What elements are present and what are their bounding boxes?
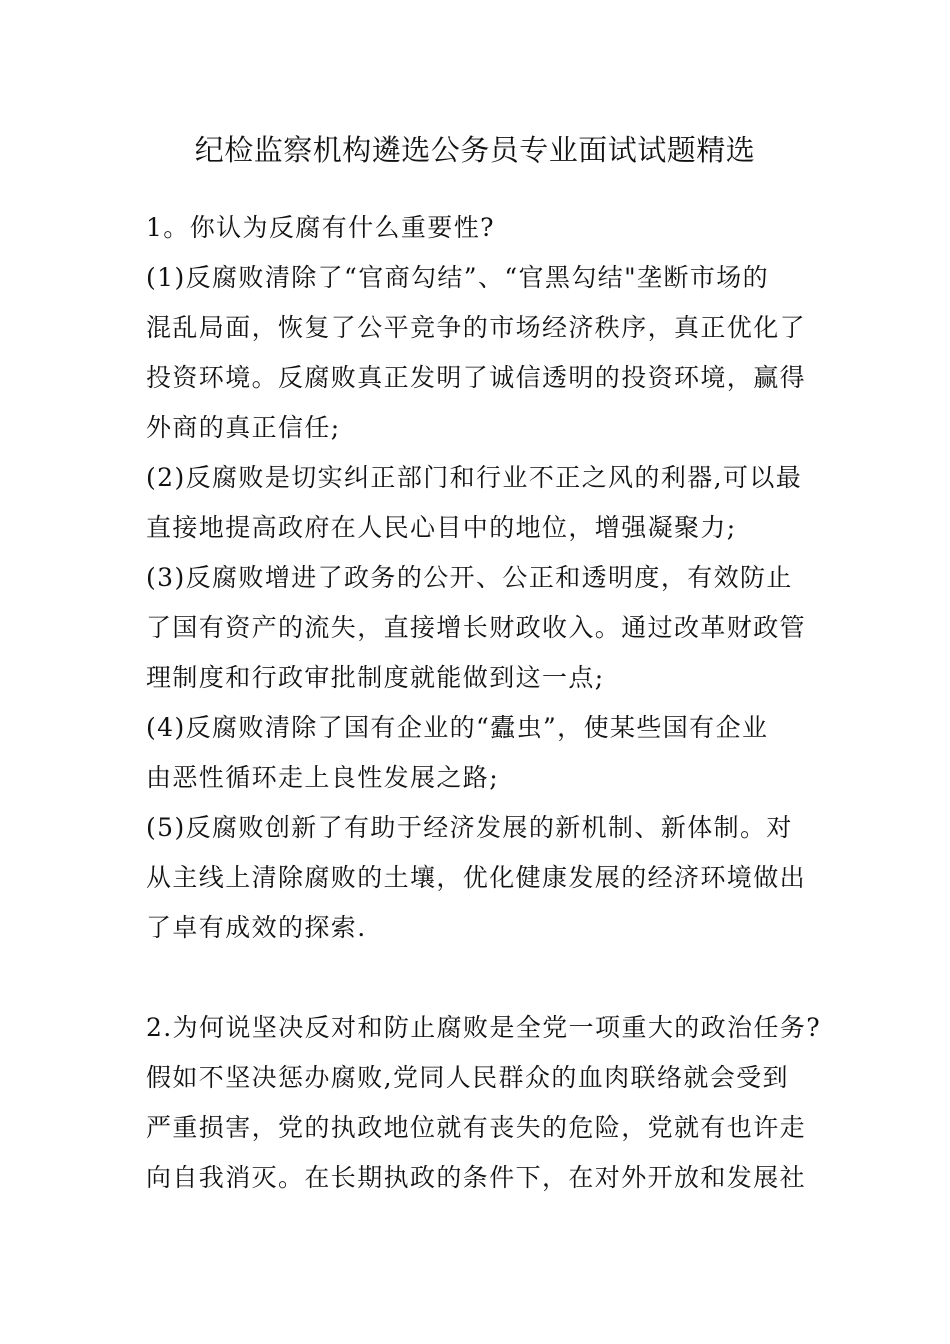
- answer-line: 外商的真正信任;: [146, 413, 341, 442]
- answer-line: 向自我消灭。在长期执政的条件下，在对外开放和发展社: [146, 1163, 807, 1192]
- answer-line: 从主线上清除腐败的土壤，优化健康发展的经济环境做出: [146, 863, 807, 892]
- answer-line: (3)反腐败增进了政务的公开、公正和透明度，有效防止: [146, 563, 793, 592]
- answer-line: 直接地提高政府在人民心目中的地位，增强凝聚力;: [146, 513, 737, 542]
- answer-line: (4)反腐败清除了国有企业的“蠹虫”，使某些国有企业: [146, 713, 769, 742]
- question-1-heading: 1。你认为反腐有什么重要性?: [146, 213, 495, 242]
- answer-line: 严重损害，党的执政地位就有丧失的危险，党就有也许走: [146, 1113, 807, 1142]
- answer-line: 假如不坚决惩办腐败,党同人民群众的血肉联络就会受到: [146, 1063, 789, 1092]
- answer-line: 由恶性循环走上良性发展之路;: [146, 763, 500, 792]
- answer-line: 混乱局面，恢复了公平竞争的市场经济秩序，真正优化了: [146, 313, 807, 342]
- answer-line: 投资环境。反腐败真正发明了诚信透明的投资环境，赢得: [146, 363, 807, 392]
- answer-line: 了卓有成效的探索.: [146, 913, 367, 942]
- document-title: 纪检监察机构遴选公务员专业面试试题精选: [194, 133, 756, 167]
- question-2-heading: 2.为何说坚决反对和防止腐败是全党一项重大的政治任务?: [146, 1013, 822, 1042]
- answer-line: (1)反腐败清除了“官商勾结”、“官黑勾结"垄断市场的: [146, 263, 770, 292]
- answer-line: (2)反腐败是切实纠正部门和行业不正之风的利器,可以最: [146, 463, 803, 492]
- answer-line: 理制度和行政审批制度就能做到这一点;: [146, 663, 605, 692]
- answer-line: 了国有资产的流失，直接增长财政收入。通过改革财政管: [146, 613, 807, 642]
- answer-line: (5)反腐败创新了有助于经济发展的新机制、新体制。对: [146, 813, 793, 842]
